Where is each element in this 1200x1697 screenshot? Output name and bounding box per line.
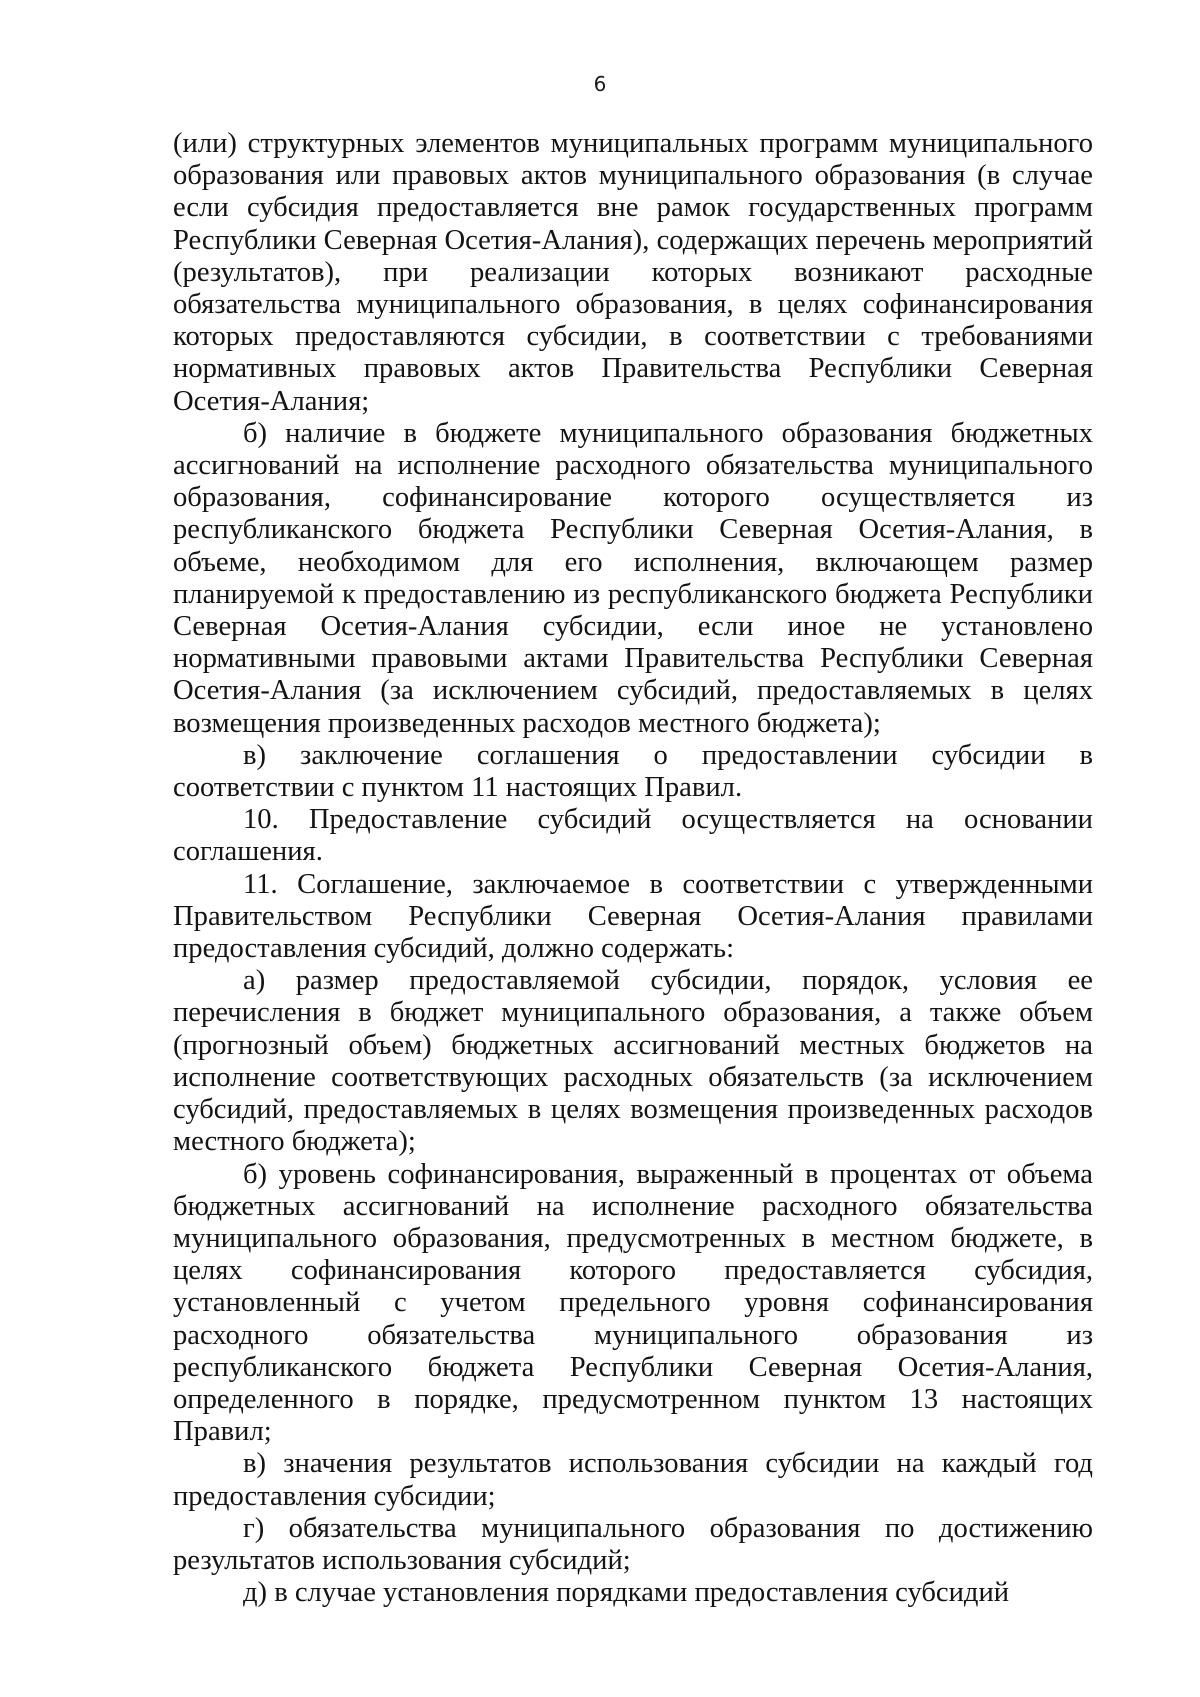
paragraph-item-g: г) обязательства муниципального образования по достижению результатов использования субсидий;: [173, 1512, 1093, 1576]
page-number: 6: [593, 72, 607, 96]
paragraph-continuation: (или) структурных элементов муниципальных программ муниципального образования или правовых актов муниципального образования (в случае если субсидия предоставляется вне рамок государственных программ Республики Северная Осетия-Алания), содержащих перечень мероприятий (результатов), при реализации которых возникают расходные обязательства муниципального образования, в целях софинансирования которых предоставляются субсидии, в соответствии с требованиями нормативных правовых актов Правительства Республики Северная Осетия-Алания;: [173, 128, 1093, 417]
paragraph-item-a: а) размер предоставляемой субсидии, порядок, условия ее перечисления в бюджет муниципального образования, а также объем (прогнозный объем) бюджетных ассигнований местных бюджетов на исполнение соответствующих расходных обязательств (за исключением субсидий, предоставляемых в целях возмещения произведенных расходов местного бюджета);: [173, 965, 1093, 1158]
paragraph-item-v: в) заключение соглашения о предоставлении субсидии в соответствии с пунктом 11 настоящих Правил.: [173, 739, 1093, 804]
paragraph-item-b-2: б) уровень софинансирования, выраженный в процентах от объема бюджетных ассигнований на исполнение расходного обязательства муниципального образования, предусмотренных в местном бюджете, в целях софинансирования которого предоставляется субсидия, установленный с учетом предельного уровня софинансирования расходного обязательства муниципального образования из республиканского бюджета Республики Северная Осетия-Алания, определенного в порядке, предусмотренном пунктом 13 настоящих Правил;: [173, 1158, 1093, 1448]
paragraph-item-v-2: в) значения результатов использования субсидии на каждый год предоставления субсидии;: [173, 1448, 1093, 1512]
paragraph-clause-11: 11. Соглашение, заключаемое в соответствии с утвержденными Правительством Республики Северная Осетия-Алания правилами предоставления субсидий, должно содержать:: [173, 868, 1093, 965]
paragraph-item-b: б) наличие в бюджете муниципального образования бюджетных ассигнований на исполнение расходного обязательства муниципального образования, софинансирование которого осуществляется из республиканского бюджета Республики Северная Осетия-Алания, в объеме, необходимом для его исполнения, включающем размер планируемой к предоставлению из республиканского бюджета Республики Северная Осетия-Алания субсидии, если иное не установлено нормативными правовыми актами Правительства Республики Северная Осетия-Алания (за исключением субсидий, предоставляемых в целях возмещения произведенных расходов местного бюджета);: [173, 417, 1093, 739]
paragraph-item-d: д) в случае установления порядками предоставления субсидий: [243, 1577, 1010, 1609]
document-body: [173, 128, 1093, 1609]
paragraph-clause-10: 10. Предоставление субсидий осуществляется на основании соглашения.: [173, 804, 1093, 868]
